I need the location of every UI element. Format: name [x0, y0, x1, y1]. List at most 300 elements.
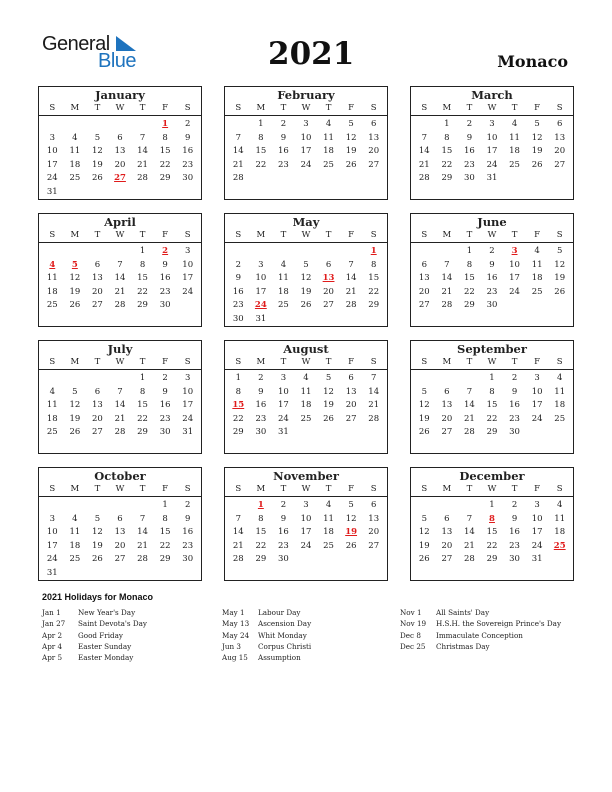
week-row: [411, 245, 573, 259]
day-cell: 30: [255, 427, 267, 438]
empty-cell: [86, 372, 109, 386]
day-cell: 2: [280, 500, 287, 510]
day-cell: 24: [300, 540, 312, 551]
day-cell: 20: [441, 413, 453, 424]
day-cell: 22: [255, 159, 267, 170]
weekday-label: M: [256, 357, 266, 367]
day-cell: 25: [323, 159, 334, 170]
weekday-label: M: [70, 357, 80, 367]
day-cell: 20: [554, 146, 566, 157]
day-cell: 17: [182, 273, 194, 284]
weekday-label: T: [466, 484, 473, 494]
empty-cell: [64, 186, 87, 200]
day-cell: 30: [464, 173, 475, 184]
day-cell: 18: [531, 273, 543, 284]
day-cell: 30: [278, 554, 289, 565]
day-cell: 21: [345, 286, 357, 297]
day-cell: 7: [117, 386, 123, 397]
day-cell: 15: [255, 527, 267, 538]
week-row: [39, 286, 201, 300]
month-september: [410, 340, 574, 454]
weekday-label: T: [280, 103, 287, 113]
day-cell: 30: [509, 554, 520, 565]
weekday-label: S: [421, 357, 428, 367]
empty-cell: [227, 245, 250, 259]
weekday-label: S: [184, 230, 191, 240]
day-cell: 24: [46, 173, 58, 184]
weekday-label: F: [348, 103, 355, 113]
day-cell: 7: [235, 132, 241, 143]
day-cell: 14: [418, 146, 430, 157]
weekday-label: F: [162, 357, 169, 367]
day-cell: 24: [531, 540, 543, 551]
empty-cell: [317, 313, 340, 327]
day-cell: 7: [117, 259, 123, 270]
day-cell: 22: [441, 159, 453, 170]
day-cell: 8: [258, 132, 264, 143]
day-cell: 21: [114, 286, 126, 297]
empty-cell: [64, 372, 87, 386]
day-cell: 10: [46, 527, 58, 538]
day-cell: 5: [348, 500, 354, 510]
holiday-name: Good Friday: [78, 630, 123, 640]
day-cell: 1: [489, 373, 495, 383]
day-cell: 18: [554, 527, 566, 538]
day-cell: 13: [114, 527, 126, 538]
weekday-label: W: [487, 103, 497, 113]
weekday-header: [225, 230, 387, 243]
day-cell: 30: [232, 313, 244, 324]
day-cell: 24: [486, 159, 498, 170]
day-cell: 20: [114, 540, 126, 551]
day-cell: 7: [139, 513, 146, 524]
day-cell: 1: [139, 373, 146, 383]
week-row: [39, 145, 201, 159]
empty-cell: [86, 245, 109, 259]
day-cell: 3: [184, 246, 191, 256]
month-october: [38, 467, 202, 581]
week-row: [39, 118, 201, 132]
empty-cell: [295, 172, 318, 186]
day-cell: 14: [137, 527, 148, 538]
day-cell: 9: [184, 513, 191, 524]
logo-text-blue: Blue: [98, 50, 137, 72]
day-cell: 20: [92, 286, 103, 297]
day-cell: 12: [323, 386, 334, 397]
month-name: September: [457, 342, 527, 356]
day-cell: 29: [137, 300, 148, 311]
day-cell: 26: [554, 286, 566, 297]
day-cell: 17: [509, 273, 520, 284]
day-cell: 17: [182, 400, 194, 411]
day-cell: 1: [139, 246, 146, 256]
week-row: [39, 386, 201, 400]
holiday-date: May 24: [222, 630, 250, 640]
week-row: [39, 159, 201, 173]
week-row: [411, 159, 573, 173]
day-cell: 13: [345, 386, 357, 397]
day-cell: 3: [49, 513, 55, 524]
day-cell: 9: [258, 386, 264, 397]
week-row: [225, 499, 387, 513]
day-cell: 9: [489, 259, 495, 270]
holiday-name: H.S.H. the Sovereign Prince's Day: [436, 619, 562, 629]
weekday-header: [411, 230, 573, 243]
week-row: [225, 245, 387, 259]
weekday-label: S: [370, 103, 377, 113]
holiday-row: [222, 618, 311, 629]
empty-cell: [109, 499, 132, 513]
weekday-label: S: [370, 357, 377, 367]
day-cell: 30: [182, 173, 194, 184]
week-row: [225, 526, 387, 540]
day-cell: 17: [300, 146, 312, 157]
holiday-date: Dec 25: [400, 641, 426, 651]
weekday-label: F: [534, 103, 541, 113]
weekday-label: T: [94, 230, 101, 240]
month-name: February: [277, 88, 335, 102]
day-cell: 14: [441, 273, 453, 284]
day-cell: 7: [421, 132, 427, 143]
day-cell: 20: [418, 286, 430, 297]
empty-cell: [413, 118, 436, 132]
day-cell: 4: [280, 259, 287, 270]
weekday-label: S: [556, 230, 563, 240]
weekday-header: [225, 357, 387, 370]
empty-cell: [436, 245, 459, 259]
day-cell: 21: [232, 159, 244, 170]
day-cell: 13: [441, 527, 453, 538]
day-cell: 23: [464, 159, 475, 170]
day-cell: 17: [255, 286, 267, 297]
day-cell: 9: [184, 132, 191, 143]
day-cell: 29: [486, 427, 498, 438]
day-cell: 16: [182, 146, 194, 157]
weekday-label: M: [442, 103, 452, 113]
holiday-row: [42, 607, 147, 618]
day-cell: 27: [368, 540, 380, 551]
day-cell: 1: [489, 500, 495, 510]
day-cell: 6: [348, 373, 354, 383]
empty-cell: [272, 245, 295, 259]
empty-cell: [317, 172, 340, 186]
day-cell: 27: [554, 159, 566, 170]
holiday-day-cell: 13: [322, 273, 335, 284]
day-cell: 29: [159, 173, 171, 184]
day-cell: 25: [554, 413, 566, 424]
day-cell: 29: [232, 427, 244, 438]
weekday-header: [225, 103, 387, 116]
day-cell: 24: [509, 286, 520, 297]
weekday-label: T: [280, 230, 287, 240]
day-cell: 4: [72, 513, 78, 524]
day-cell: 27: [345, 413, 357, 424]
day-cell: 12: [418, 527, 430, 538]
day-cell: 17: [46, 540, 58, 551]
day-cell: 14: [137, 146, 148, 157]
weekday-label: S: [49, 357, 56, 367]
day-cell: 2: [489, 246, 495, 256]
day-cell: 23: [182, 159, 194, 170]
day-cell: 27: [323, 300, 334, 311]
empty-cell: [176, 299, 199, 313]
weekday-label: T: [511, 230, 518, 240]
weekday-label: F: [162, 103, 169, 113]
day-cell: 22: [464, 286, 475, 297]
holiday-row: [400, 607, 561, 618]
empty-cell: [295, 426, 318, 440]
day-cell: 27: [441, 427, 453, 438]
weekday-label: S: [370, 484, 377, 494]
day-cell: 3: [489, 119, 495, 129]
empty-cell: [362, 426, 385, 440]
week-row: [225, 426, 387, 440]
holiday-name: New Year's Day: [78, 608, 136, 617]
day-cell: 15: [368, 273, 380, 284]
day-cell: 30: [486, 300, 498, 311]
weekday-label: S: [49, 484, 56, 494]
empty-cell: [41, 118, 64, 132]
day-cell: 25: [69, 173, 81, 184]
day-cell: 6: [94, 259, 101, 270]
weekday-label: W: [301, 484, 311, 494]
day-cell: 12: [69, 400, 81, 411]
day-cell: 3: [534, 373, 540, 383]
day-cell: 13: [92, 400, 103, 411]
day-cell: 5: [94, 132, 101, 143]
holiday-day-cell: 1: [257, 500, 264, 510]
day-cell: 16: [509, 400, 520, 411]
day-cell: 9: [162, 259, 168, 270]
day-cell: 17: [486, 146, 498, 157]
day-cell: 24: [46, 554, 58, 565]
day-cell: 12: [69, 273, 81, 284]
week-row: [39, 399, 201, 413]
weekday-label: T: [139, 357, 146, 367]
empty-cell: [503, 172, 526, 186]
day-cell: 26: [531, 159, 543, 170]
day-cell: 21: [232, 540, 244, 551]
day-cell: 12: [300, 273, 312, 284]
weekday-label: W: [301, 103, 311, 113]
day-cell: 28: [464, 554, 475, 565]
week-row: [411, 399, 573, 413]
empty-cell: [250, 245, 273, 259]
week-row: [39, 567, 201, 581]
holiday-day-cell: 24: [254, 300, 267, 311]
holiday-day-cell: 8: [489, 513, 495, 524]
weekday-label: T: [94, 103, 101, 113]
empty-cell: [154, 567, 177, 581]
week-row: [411, 386, 573, 400]
weekday-label: W: [487, 357, 497, 367]
holiday-date: Nov 19: [400, 619, 427, 629]
weekday-label: M: [442, 357, 452, 367]
day-cell: 19: [531, 146, 543, 157]
day-cell: 1: [466, 246, 473, 256]
day-cell: 23: [182, 540, 194, 551]
weekday-label: W: [487, 484, 497, 494]
weekday-label: T: [466, 230, 473, 240]
empty-cell: [109, 372, 132, 386]
day-cell: 28: [232, 173, 244, 184]
holiday-column: [42, 607, 147, 663]
day-cell: 11: [46, 400, 58, 411]
empty-cell: [340, 313, 363, 327]
day-cell: 11: [531, 259, 543, 270]
day-cell: 14: [114, 273, 126, 284]
empty-cell: [86, 118, 109, 132]
week-row: [39, 553, 201, 567]
weekday-label: M: [70, 230, 80, 240]
day-cell: 15: [464, 273, 475, 284]
day-cell: 6: [325, 259, 332, 270]
day-cell: 28: [418, 173, 430, 184]
day-cell: 18: [69, 540, 81, 551]
weekday-label: S: [235, 103, 242, 113]
day-cell: 19: [418, 540, 430, 551]
day-cell: 9: [511, 513, 518, 524]
weekday-label: M: [256, 484, 266, 494]
day-cell: 9: [511, 386, 518, 397]
day-cell: 21: [114, 413, 126, 424]
weekday-label: S: [421, 103, 428, 113]
day-cell: 6: [370, 119, 377, 129]
day-cell: 6: [117, 132, 123, 143]
holiday-day-cell: 2: [162, 246, 169, 256]
empty-cell: [295, 553, 318, 567]
day-cell: 20: [368, 527, 380, 538]
day-cell: 19: [69, 413, 81, 424]
month-january: [38, 86, 202, 200]
week-row: [39, 526, 201, 540]
weekday-label: S: [556, 484, 563, 494]
day-cell: 18: [554, 400, 566, 411]
day-cell: 23: [509, 540, 520, 551]
day-cell: 19: [92, 540, 103, 551]
empty-cell: [526, 299, 549, 313]
day-cell: 26: [92, 554, 103, 565]
day-cell: 29: [137, 427, 148, 438]
month-july: [38, 340, 202, 454]
weekday-label: S: [235, 484, 242, 494]
weekday-label: T: [139, 103, 146, 113]
day-cell: 20: [368, 146, 380, 157]
weekday-label: W: [487, 230, 497, 240]
weekday-label: S: [556, 103, 563, 113]
day-cell: 5: [534, 119, 540, 129]
weekday-label: M: [70, 484, 80, 494]
week-row: [39, 426, 201, 440]
day-cell: 31: [278, 427, 289, 438]
day-cell: 13: [368, 513, 380, 524]
holiday-date: May 13: [222, 619, 250, 629]
day-cell: 11: [300, 386, 312, 397]
month-name: March: [471, 88, 513, 102]
week-row: [411, 372, 573, 386]
holiday-date: Jan 1: [42, 608, 61, 617]
week-row: [411, 499, 573, 513]
day-cell: 30: [509, 427, 520, 438]
day-cell: 4: [511, 119, 518, 129]
weekday-label: S: [556, 357, 563, 367]
day-cell: 28: [464, 427, 475, 438]
day-cell: 30: [159, 300, 171, 311]
day-cell: 24: [300, 159, 312, 170]
week-row: [39, 413, 201, 427]
weekday-label: M: [442, 484, 452, 494]
day-cell: 25: [300, 413, 312, 424]
day-cell: 19: [323, 400, 334, 411]
day-cell: 25: [69, 554, 81, 565]
holiday-name: All Saints' Day: [436, 608, 490, 617]
holiday-date: Nov 1: [400, 608, 422, 617]
empty-cell: [548, 426, 571, 440]
day-cell: 16: [464, 146, 475, 157]
weekday-label: M: [442, 230, 452, 240]
empty-cell: [86, 567, 109, 581]
month-name: November: [273, 469, 339, 483]
day-cell: 24: [531, 413, 543, 424]
day-cell: 4: [49, 386, 55, 397]
day-cell: 3: [534, 500, 540, 510]
day-cell: 25: [323, 540, 334, 551]
week-row: [39, 272, 201, 286]
weekday-label: S: [184, 357, 191, 367]
day-cell: 6: [421, 259, 427, 270]
day-cell: 11: [554, 386, 566, 397]
day-cell: 12: [531, 132, 543, 143]
day-cell: 26: [92, 173, 103, 184]
day-cell: 6: [444, 386, 450, 397]
empty-cell: [176, 186, 199, 200]
day-cell: 23: [255, 413, 267, 424]
empty-cell: [176, 567, 199, 581]
day-cell: 10: [486, 132, 498, 143]
month-name: October: [94, 469, 146, 483]
day-cell: 26: [345, 159, 357, 170]
day-cell: 18: [323, 527, 334, 538]
day-cell: 23: [278, 540, 289, 551]
day-cell: 25: [46, 427, 58, 438]
day-cell: 11: [69, 527, 81, 538]
day-cell: 22: [368, 286, 380, 297]
weekday-label: S: [184, 484, 191, 494]
month-december: [410, 467, 574, 581]
day-cell: 6: [94, 386, 101, 397]
week-row: [39, 372, 201, 386]
day-cell: 2: [511, 373, 518, 383]
day-cell: 31: [255, 313, 267, 324]
day-cell: 5: [421, 513, 427, 524]
week-row: [39, 540, 201, 554]
day-cell: 8: [444, 132, 450, 143]
day-cell: 13: [441, 400, 453, 411]
empty-cell: [548, 553, 571, 567]
day-cell: 13: [418, 273, 430, 284]
weekday-label: T: [94, 484, 101, 494]
weekday-header: [39, 484, 201, 497]
holiday-name: Saint Devota's Day: [78, 619, 147, 629]
weekday-label: T: [466, 103, 473, 113]
empty-cell: [64, 118, 87, 132]
holiday-name: Easter Monday: [78, 653, 134, 663]
empty-cell: [109, 118, 132, 132]
day-cell: 6: [444, 513, 450, 524]
weekday-label: S: [370, 230, 377, 240]
empty-cell: [362, 313, 385, 327]
month-name: May: [292, 215, 320, 229]
